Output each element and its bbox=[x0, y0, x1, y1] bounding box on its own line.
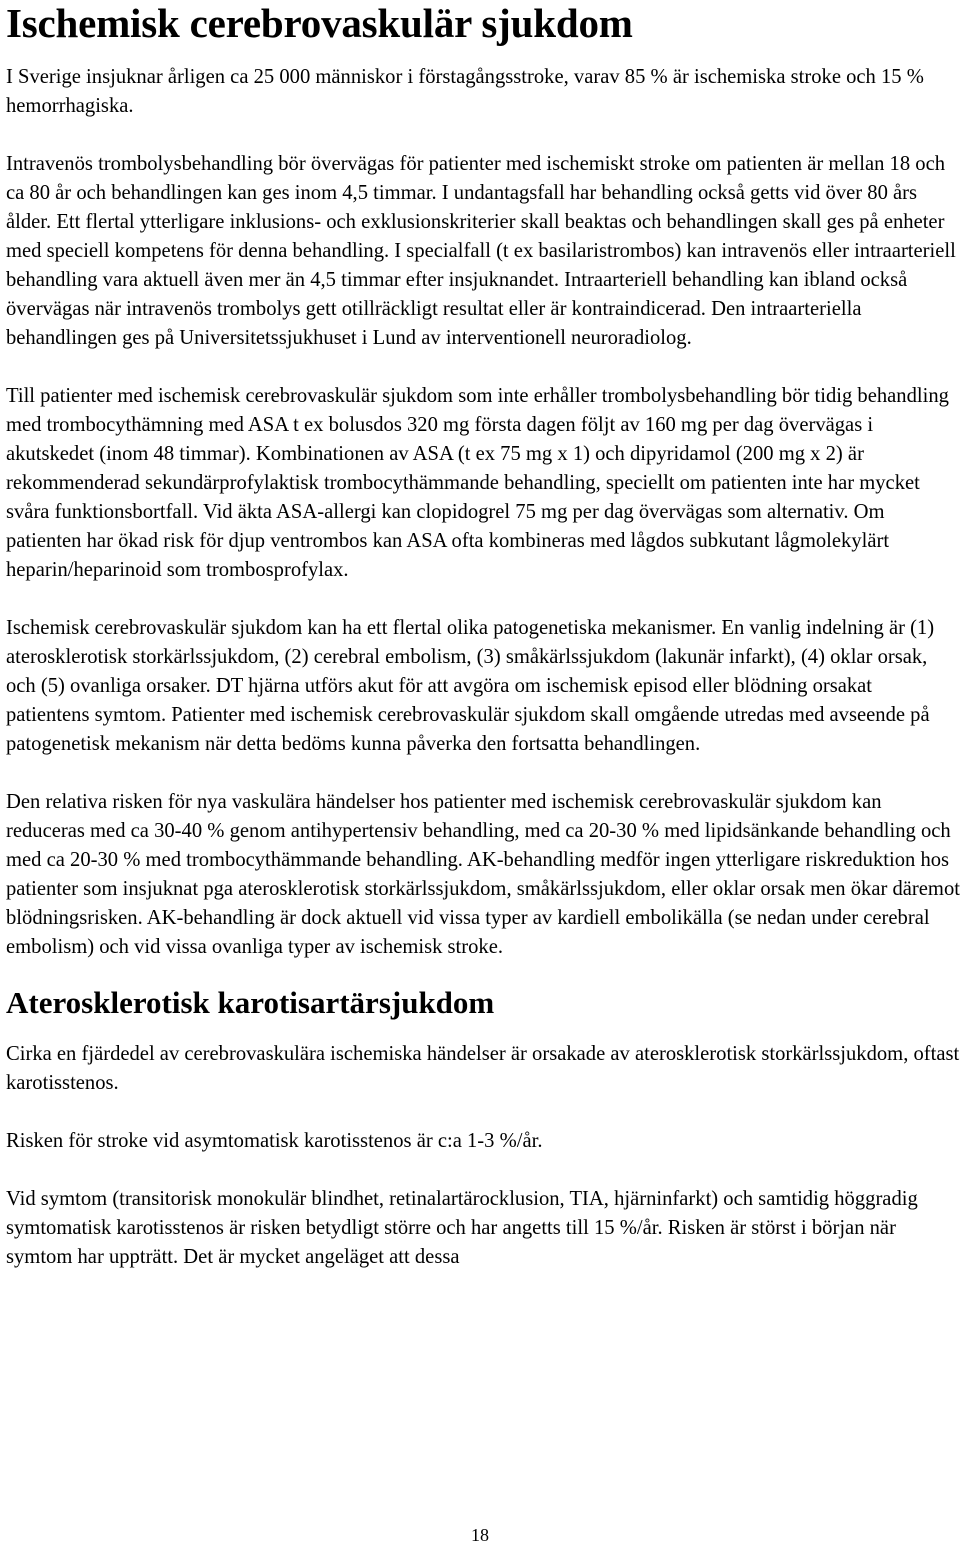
section-carotid bbox=[6, 985, 960, 1272]
paragraph-antiplatelet: Till patienter med ischemisk cerebrovaskulär sjukdom som inte erhåller trombolysbehandling bör tidig behandling med trombocythämning med ASA t ex bolusdos 320 mg första dagen följt av 160 mg per dag övervägas i akutskedet (inom 48 timmar). Kombinationen av ASA (t ex 75 mg x 1) och dipyridamol (200 mg x 2) är rekommenderad sekundärprofylaktisk trombocythämmande behandling, speciellt om patienten inte har mycket svåra funktionsbortfall. Vid äkta ASA-allergi kan clopidogrel 75 mg per dag övervägas som alternativ. Om patienten har ökad risk för djup ventrombos kan ASA ofta kombineras med lågdos subkutant lågmolekylärt heparin/heparinoid som trombosprofylax. bbox=[6, 385, 949, 581]
paragraph-risk-reduction: Den relativa risken för nya vaskulära händelser hos patienter med ischemisk cerebrovaskulär sjukdom kan reduceras med ca 30-40 % genom antihypertensiv behandling, med ca 20-30 % med lipidsänkande behandling och med ca 20-30 % med trombocythämmande behandling. AK-behandling medför ingen ytterligare riskreduktion hos patienter som insjuknat pga aterosklerotisk storkärlssjukdom, småkärlssjukdom, eller oklar orsak men ökar däremot blödningsrisken. AK-behandling är dock aktuell vid vissa typer av kardiell embolikälla (se nedan under cerebral embolism) och vid vissa ovanliga typer av ischemisk stroke. bbox=[6, 791, 960, 958]
paragraph-carotid-share: Cirka en fjärdedel av cerebrovaskulära ischemiska händelser är orsakade av aterosklerotisk storkärlssjukdom, oftast karotisstenos. bbox=[6, 1043, 960, 1094]
page-title: Ischemisk cerebrovaskulär sjukdom bbox=[6, 0, 633, 46]
section-heading: Aterosklerotisk karotisartärsjukdom bbox=[6, 985, 495, 1020]
paragraph-incidence: I Sverige insjuknar årligen ca 25 000 människor i förstagångsstroke, varav 85 % är ischemiska stroke och 15 % hemorrhagiska. bbox=[6, 66, 924, 117]
page-number: 18 bbox=[471, 1525, 489, 1545]
paragraph-symptomatic-risk: Vid symtom (transitorisk monokulär blindhet, retinalartärocklusion, TIA, hjärninfarkt) och samtidig höggradig symtomatisk karotisstenos är risken betydligt större och har angetts till 15 %/år. Risken är störst i början när symtom har uppträtt. Det är mycket angeläget att dessa bbox=[6, 1188, 918, 1268]
paragraph-asymptomatic-risk: Risken för stroke vid asymtomatisk karotisstenos är c:a 1-3 %/år. bbox=[6, 1130, 543, 1152]
document-page bbox=[6, 0, 960, 1272]
paragraph-thrombolysis: Intravenös trombolysbehandling bör övervägas för patienter med ischemiskt stroke om patienten är mellan 18 och ca 80 år och behandlingen kan ges inom 4,5 timmar. I undantagsfall har behandling också getts vid över 80 års ålder. Ett flertal ytterligare inklusions- och exklusionskriterier skall beaktas och behandlingen skall ges på enheter med speciell kompetens för denna behandling. I specialfall (t ex basilaristrombos) kan intravenös eller intraarteriell behandling vara aktuell även mer än 4,5 timmar efter insjuknandet. Intraarteriell behandling kan ibland också övervägas när intravenös trombolys gett otillräckligt resultat eller är kontraindicerad. Den intraarteriella behandlingen ges på Universitetssjukhuset i Lund av interventionell neuroradiolog. bbox=[6, 153, 956, 349]
paragraph-mechanisms: Ischemisk cerebrovaskulär sjukdom kan ha ett flertal olika patogenetiska mekanismer. En vanlig indelning är (1) aterosklerotisk storkärlssjukdom, (2) cerebral embolism, (3) småkärlssjukdom (lakunär infarkt), (4) oklar orsak, och (5) ovanliga orsaker. DT hjärna utförs akut för att avgöra om ischemisk episod eller blödning orsakat patientens symtom. Patienter med ischemisk cerebrovaskulär sjukdom skall omgående utredas med avseende på patogenetisk mekanism när detta bedöms kunna påverka den fortsatta behandlingen. bbox=[6, 617, 935, 755]
